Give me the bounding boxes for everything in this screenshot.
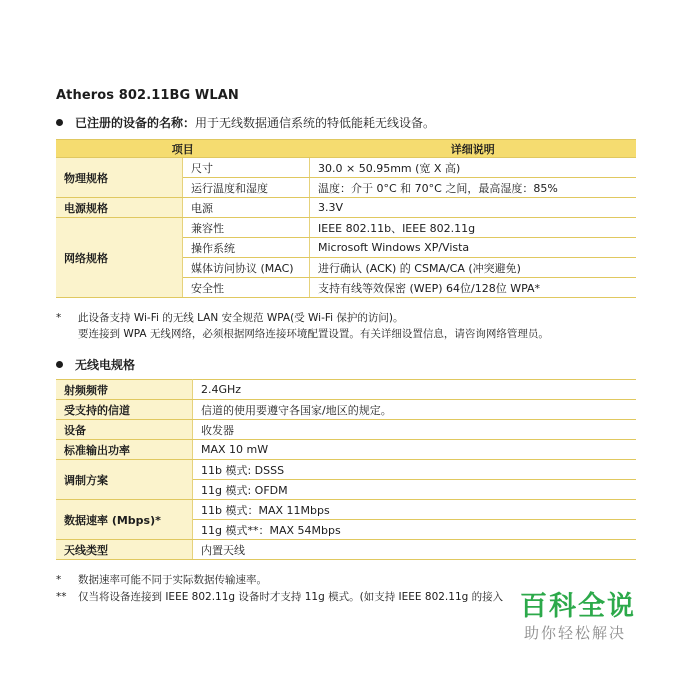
row-value: 11b 模式：MAX 11Mbps	[193, 500, 637, 520]
radio-spec-section	[56, 356, 135, 373]
row-value: 2.4GHz	[193, 380, 637, 400]
row-item: 运行温度和湿度	[183, 178, 310, 198]
section-label: 已注册的设备的名称：	[75, 116, 196, 130]
table-row	[56, 440, 636, 460]
row-value: Microsoft Windows XP/Vista	[310, 238, 637, 258]
radio-spec-table	[56, 379, 636, 560]
footnote-mark: *	[56, 574, 62, 586]
table-row	[56, 218, 636, 238]
row-item: 媒体访问协议 (MAC)	[183, 258, 310, 278]
spec-table	[56, 139, 636, 298]
row-value: 11b 模式: DSSS	[193, 460, 637, 480]
row-value: 3.3V	[310, 198, 637, 218]
registered-device-section	[56, 114, 435, 131]
row-category: 物理规格	[56, 158, 183, 198]
bullet-icon	[56, 361, 63, 368]
table-row	[56, 380, 636, 400]
row-category: 受支持的信道	[56, 400, 193, 420]
footnote-wpa-line2: 要连接到 WPA 无线网络，必须根据网络连接环境配置设置。有关详细设置信息，请咨询网络管理员。	[78, 328, 549, 340]
row-category: 射频频带	[56, 380, 193, 400]
row-value: 支持有线等效保密 (WEP) 64位/128位 WPA*	[310, 278, 637, 298]
row-category: 设备	[56, 420, 193, 440]
row-category: 电源规格	[56, 198, 183, 218]
row-value: 进行确认 (ACK) 的 CSMA/CA (冲突避免)	[310, 258, 637, 278]
row-category: 标准输出功率	[56, 440, 193, 460]
table-header-row	[56, 140, 636, 158]
footnote-11g-mode	[56, 589, 503, 604]
row-value: 收发器	[193, 420, 637, 440]
footnote-text: 此设备支持 Wi-Fi 的无线 LAN 安全规范 WPA(受 Wi-Fi 保护的访问)。	[78, 312, 404, 324]
row-value: 11g 模式: OFDM	[193, 480, 637, 500]
table-row	[56, 400, 636, 420]
row-item: 安全性	[183, 278, 310, 298]
footnote-text: 仅当将设备连接到 IEEE 802.11g 设备时才支持 11g 模式。(如支持 IEEE 802.11g 的接入	[78, 591, 504, 603]
table-row	[56, 500, 636, 520]
row-value: 11g 模式**：MAX 54Mbps	[193, 520, 637, 540]
table-row	[56, 460, 636, 480]
footnote-wpa	[56, 310, 404, 325]
table-row	[56, 198, 636, 218]
row-value: 内置天线	[193, 540, 637, 560]
row-value: 温度：介于 0°C 和 70°C 之间，最高湿度：85%	[310, 178, 637, 198]
row-item: 尺寸	[183, 158, 310, 178]
row-value: MAX 10 mW	[193, 440, 637, 460]
watermark-tagline: 助你轻松解决	[524, 624, 627, 642]
footnote-text: 数据速率可能不同于实际数据传输速率。	[78, 574, 267, 586]
bullet-icon	[56, 119, 63, 126]
page-title: Atheros 802.11BG WLAN	[56, 88, 239, 103]
watermark-brand: 百科全说	[520, 591, 636, 622]
section-label: 无线电规格	[75, 358, 136, 372]
row-category: 天线类型	[56, 540, 193, 560]
row-item: 兼容性	[183, 218, 310, 238]
row-item: 操作系统	[183, 238, 310, 258]
row-category: 数据速率 (Mbps)*	[56, 500, 193, 540]
table-row	[56, 420, 636, 440]
header-detail: 详细说明	[310, 140, 637, 158]
table-row	[56, 540, 636, 560]
row-value: IEEE 802.11b、IEEE 802.11g	[310, 218, 637, 238]
section-text: 用于无线数据通信系统的特低能耗无线设备。	[195, 116, 436, 130]
footnote-data-rate	[56, 572, 267, 587]
header-item: 项目	[56, 140, 310, 158]
row-category: 调制方案	[56, 460, 193, 500]
row-value: 30.0 × 50.95mm (宽 X 高)	[310, 158, 637, 178]
table-row	[56, 158, 636, 178]
row-item: 电源	[183, 198, 310, 218]
row-category: 网络规格	[56, 218, 183, 298]
footnote-mark: *	[56, 312, 62, 324]
footnote-mark: **	[56, 591, 67, 603]
row-value: 信道的使用要遵守各国家/地区的规定。	[193, 400, 637, 420]
